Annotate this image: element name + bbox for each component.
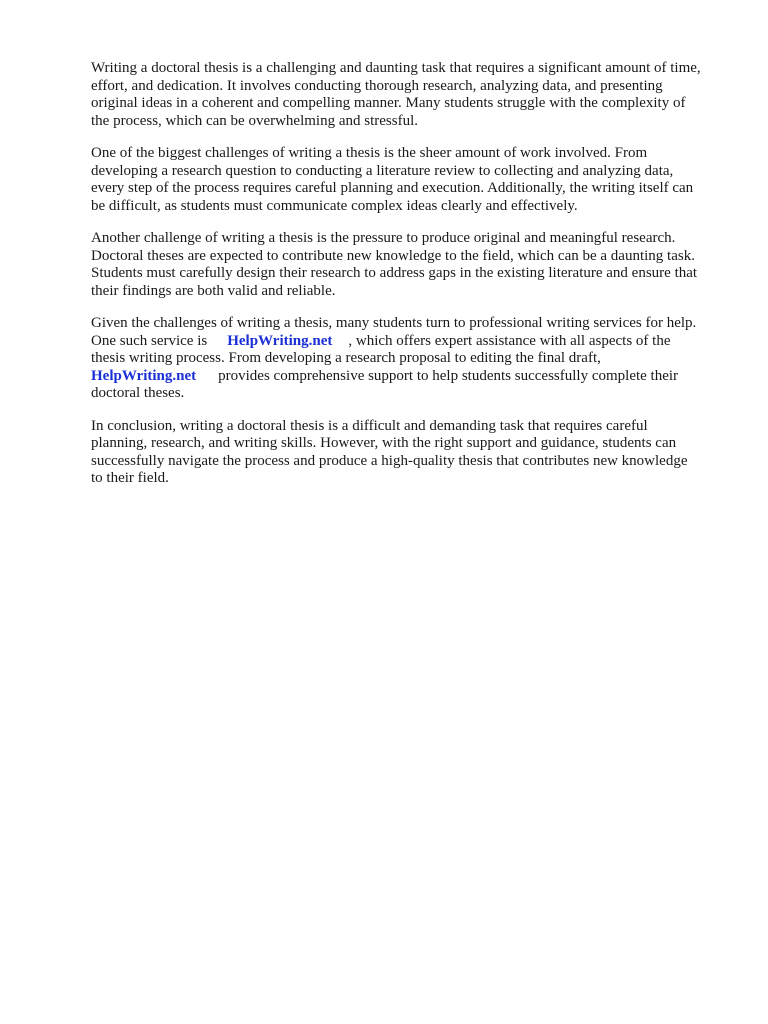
document-body [91,60,731,503]
text-line: Another challenge of writing a thesis is the pressure to produce original and meaningful research. [91,230,676,246]
text-line: doctoral theses. [91,385,185,401]
text-line: to their field. [91,470,169,486]
text-fragment: One such service is [91,332,208,349]
text-line: In conclusion, writing a doctoral thesis is a difficult and demanding task that requires careful [91,417,648,434]
text-line: Students must carefully design their research to address gaps in the existing literature and ensure that [91,265,698,281]
text-line [91,368,731,386]
text-line: One of the biggest challenges of writing a thesis is the sheer amount of work involved. From [91,145,648,161]
text-line: thesis writing process. From developing a research proposal to editing the final draft, [91,350,601,366]
text-line: effort, and dedication. It involves conducting thorough research, analyzing data, and presenting [91,77,663,94]
paragraph-conclusion [91,418,731,488]
text-line: planning, research, and writing skills. However, with the right support and guidance, students can [91,435,677,451]
paragraph-intro [91,60,731,130]
text-line: their findings are both valid and reliable. [91,282,336,299]
text-line: Doctoral theses are expected to contribute new knowledge to the field, which can be a daunting task. [91,247,695,264]
text-line: every step of the process requires careful planning and execution. Additionally, the writing itself can [91,180,694,196]
text-line: original ideas in a coherent and compelling manner. Many students struggle with the complexity of [91,95,686,111]
text-line [91,333,731,351]
paragraph-challenges [91,145,731,215]
helpwriting-link-1[interactable]: HelpWriting.net [227,332,333,349]
text-line: developing a research question to conducting a literature review to collecting and analyzing data, [91,162,674,179]
paragraph-services [91,315,731,403]
text-line: successfully navigate the process and produce a high-quality thesis that contributes new knowledge [91,452,688,469]
text-fragment: provides comprehensive support to help students successfully complete their [218,367,679,384]
text-line: the process, which can be overwhelming and stressful. [91,112,418,129]
text-fragment: , which offers expert assistance with all aspects of the [348,332,671,349]
paragraph-pressure [91,230,731,300]
helpwriting-link-2[interactable]: HelpWriting.net [91,367,197,384]
text-line: Given the challenges of writing a thesis, many students turn to professional writing services for help. [91,315,697,331]
text-line: be difficult, as students must communicate complex ideas clearly and effectively. [91,197,578,214]
text-line: Writing a doctoral thesis is a challenging and daunting task that requires a significant amount of time, [91,60,701,76]
